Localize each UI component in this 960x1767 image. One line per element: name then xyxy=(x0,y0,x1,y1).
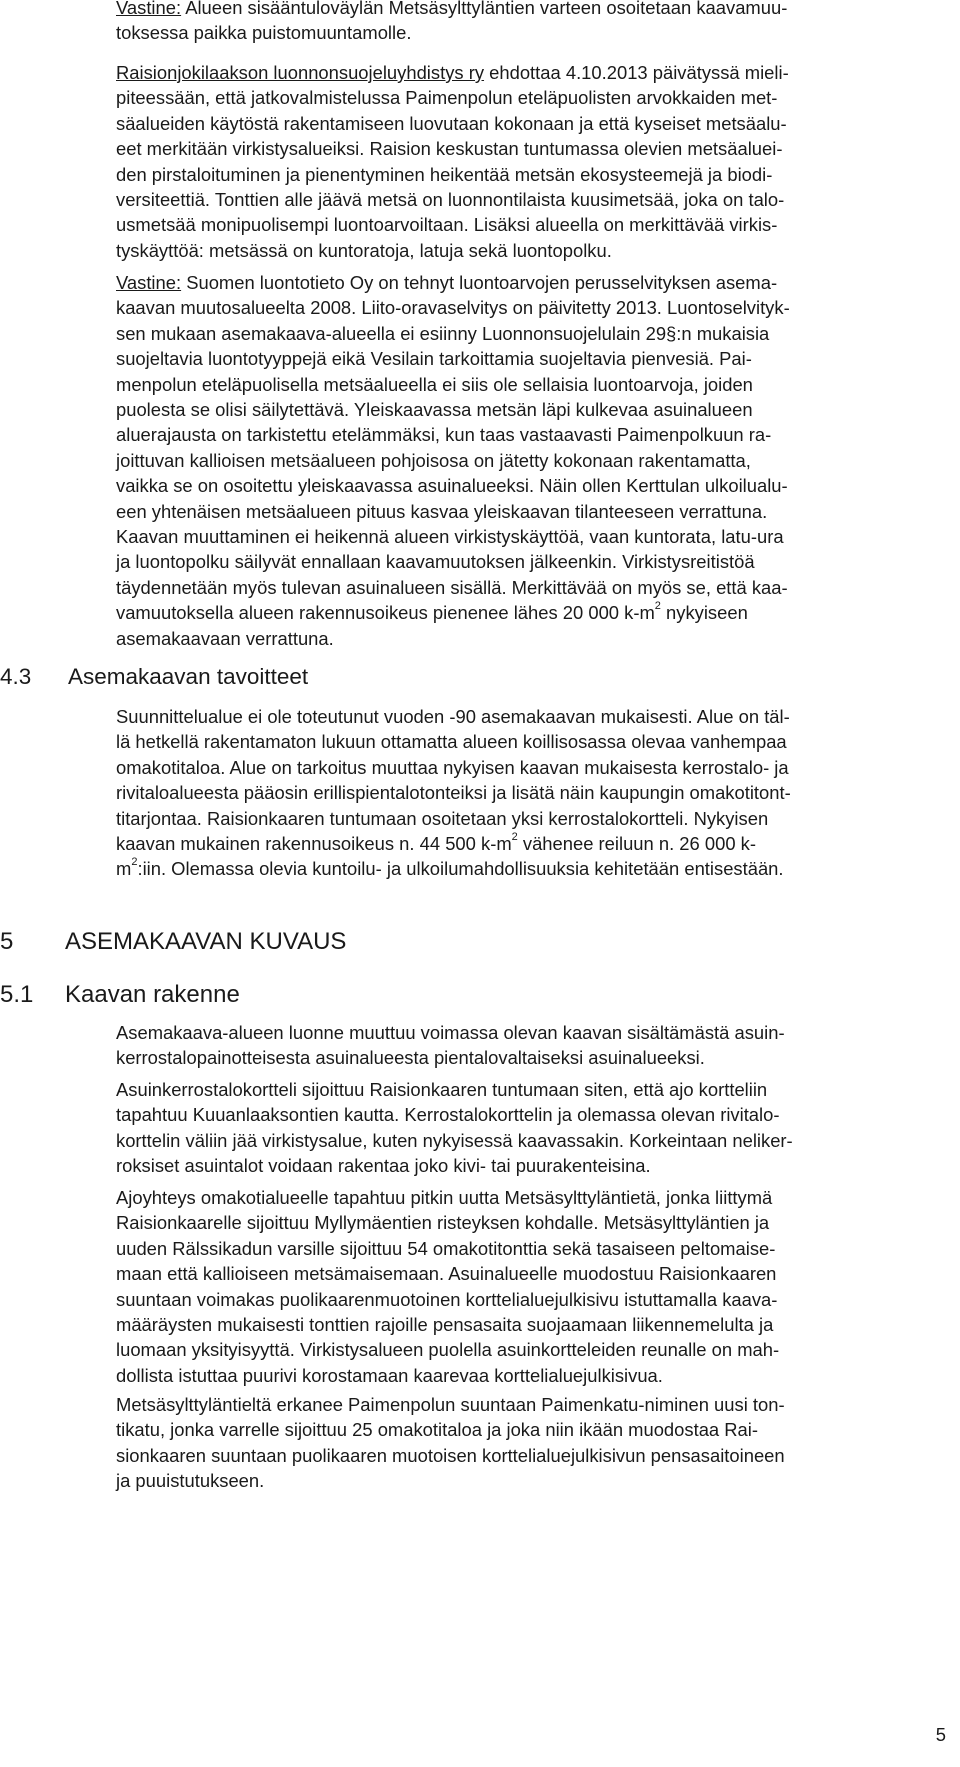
line-text: ja puuistutukseen. xyxy=(116,1470,265,1492)
line-text: Kaavan muuttaminen ei heikennä alueen virkistyskäyttöä, vaan kuntorata, latu-ura xyxy=(116,526,784,548)
text-line xyxy=(116,1153,910,1178)
paragraph-tavoitteet xyxy=(116,704,910,882)
text-line xyxy=(116,549,910,574)
text-line xyxy=(116,422,910,447)
line-text: ehdottaa 4.10.2013 päivätyssä mieli- xyxy=(484,62,789,83)
paragraph-luonne xyxy=(116,1020,910,1071)
line-text: luomaan yksityisyyttä. Virkistysalueen puolella asuinkortteleiden reunalle on mah- xyxy=(116,1339,780,1361)
text-line xyxy=(116,1363,910,1388)
line-text: tyskäyttöä: metsässä on kuntoratoja, latuja sekä luontopolku. xyxy=(116,239,612,261)
line-text: usmetsää monipuolisempi luontoarvoiltaan. Lisäksi alueella on merkittävää virkis- xyxy=(116,214,778,236)
text-line xyxy=(116,755,910,780)
text-line xyxy=(116,162,910,187)
text-line xyxy=(116,806,910,831)
line-text: kaavan mukainen rakennusoikeus n. 44 500 k-m xyxy=(116,833,512,855)
line-text: Asemakaava-alueen luonne muuttuu voimassa olevan kaavan sisältämästä asuin- xyxy=(116,1022,785,1043)
line-text: tapahtuu Kuuanlaaksontien kautta. Kerrostalokorttelin ja olemassa olevan rivitalo- xyxy=(116,1104,780,1126)
text-line xyxy=(116,1210,910,1235)
section-heading-4-3 xyxy=(0,663,308,691)
line-text-after: vähenee reiluun n. 26 000 k- xyxy=(517,833,756,855)
line-text: den pirstaloituminen ja pienentyminen heikentää metsän ekosysteemejä ja biodi- xyxy=(116,163,773,185)
line-text: vamuutoksella alueen rakennusoikeus pienenee lähes 20 000 k-m xyxy=(116,602,655,624)
line-text: lä hetkellä rakentamaton lukuun ottamatta alueen koillisosassa olevaa vanhempaa xyxy=(116,731,787,753)
line-text: korttelin väliin jää virkistysalue, kuten nykyisessä kaavassakin. Korkeintaan neliker- xyxy=(116,1129,793,1151)
superscript: 2 xyxy=(131,856,138,869)
text-line xyxy=(116,1468,910,1493)
line-text: Asuinkerrostalokortteli sijoittuu Raisionkaaren tuntumaan siten, että ajo kortteliin xyxy=(116,1079,768,1100)
text-line xyxy=(116,1102,910,1127)
line-text: ja luontopolku säilyvät ennallaan kaavamuutoksen jälkeenkin. Virkistysreitistöä xyxy=(116,551,755,573)
text-line xyxy=(116,1337,910,1362)
text-line xyxy=(116,473,910,498)
underlined-lead: Vastine: xyxy=(116,272,182,293)
line-text: Alueen sisääntuloväylän Metsäsylttyläntien varteen osoitetaan kaavamuu- xyxy=(181,0,788,18)
line-text: Suunnittelualue ei ole toteutunut vuoden -90 asemakaavan mukaisesti. Alue on täl- xyxy=(116,706,790,727)
text-line xyxy=(116,187,910,212)
text-line xyxy=(116,780,910,805)
text-line xyxy=(116,111,910,136)
line-text: aluerajausta on tarkistettu etelämmäksi, kun taas vastaavasti Paimenpolkuun ra- xyxy=(116,424,772,446)
text-line xyxy=(116,397,910,422)
text-line xyxy=(116,704,910,729)
line-text: Raisionkaarelle sijoittuu Myllymäentien risteyksen kohdalle. Metsäsylttyläntien ja xyxy=(116,1212,770,1234)
line-text: tikatu, jonka varrelle sijoittuu 25 omakotitaloa ja joka niin ikään muodostaa Rai- xyxy=(116,1419,758,1441)
section-heading-5-1 xyxy=(0,980,240,1010)
section-number: 5.1 xyxy=(0,981,34,1008)
line-text: maan että kallioiseen metsämaisemaan. Asuinalueelle muodostuu Raisionkaaren xyxy=(116,1263,777,1285)
line-text: joittuvan kallioisen metsäalueen pohjoisosa on jätetty kokonaan rakentamatta, xyxy=(116,449,751,471)
section-number: 5 xyxy=(0,928,14,955)
text-line xyxy=(116,321,910,346)
line-text: Suomen luontotieto Oy on tehnyt luontoarvojen perusselvityksen asema- xyxy=(181,272,778,293)
paragraph-ajoyhteys xyxy=(116,1185,910,1388)
text-line xyxy=(116,626,910,651)
text-line xyxy=(116,238,910,263)
underlined-lead: Raisionjokilaakson luonnonsuojeluyhdistys ry xyxy=(116,62,485,83)
text-line xyxy=(116,372,910,397)
text-line xyxy=(116,729,910,754)
text-line xyxy=(116,60,910,85)
underlined-lead: Vastine: xyxy=(116,0,182,18)
text-line xyxy=(116,20,910,45)
line-text: kaavan muutosalueelta 2008. Liito-oravaselvitys on päivitetty 2013. Luontoselvityk- xyxy=(116,297,790,319)
text-line xyxy=(116,295,910,320)
line-text: menpolun eteläpuolisella metsäalueella ei siis ole sellaisia luontoarvoja, joiden xyxy=(116,373,753,395)
text-line xyxy=(116,1312,910,1337)
line-text: asemakaavaan verrattuna. xyxy=(116,627,334,649)
line-text: Ajoyhteys omakotialueelle tapahtuu pitkin uutta Metsäsylttyläntietä, jonka liittymä xyxy=(116,1187,773,1208)
line-text: sen mukaan asemakaava-alueella ei esiinny Luonnonsuojelulain 29§:n mukaisia xyxy=(116,322,770,344)
line-text: toksessa paikka puistomuuntamolle. xyxy=(116,22,412,44)
section-title: ASEMAKAAVAN KUVAUS xyxy=(65,928,347,955)
line-text: suuntaan voimakas puolikaarenmuotoinen korttelialuejulkisivu istuttamalla kaava- xyxy=(116,1288,778,1310)
text-line xyxy=(116,1287,910,1312)
paragraph-vastine-1 xyxy=(116,0,910,46)
paragraph-vastine-2 xyxy=(116,270,910,651)
line-text: versiteettiä. Tonttien alle jäävä metsä on luonnontilaista kuusimetsää, joka on talo- xyxy=(116,189,785,211)
paragraph-paimenkatu xyxy=(116,1392,910,1494)
line-text: titarjontaa. Raisionkaaren tuntumaan osoitetaan yksi kerrostalokortteli. Nykyisen xyxy=(116,807,769,829)
text-line xyxy=(116,0,910,20)
text-line xyxy=(116,600,910,625)
line-text-after: nykyiseen xyxy=(660,602,748,624)
text-line xyxy=(116,1185,910,1210)
section-heading-5 xyxy=(0,927,346,957)
text-line xyxy=(116,1261,910,1286)
line-text: täydennetään myös tulevan asuinalueen sisällä. Merkittävää on myös se, että kaa- xyxy=(116,576,788,598)
line-text: kerrostalopainotteisesta asuinalueesta pientalovaltaiseksi asuinalueeksi. xyxy=(116,1047,705,1069)
line-text: säalueiden käytöstä rakentamiseen luovutaan kokonaan ja että kyseiset metsäalu- xyxy=(116,112,787,134)
text-line xyxy=(116,575,910,600)
line-text: uuden Rälssikadun varsille sijoittuu 54 omakotitonttia sekä tasaiseen peltomaise- xyxy=(116,1237,776,1259)
line-text: eet merkitään virkistysalueiksi. Raision keskustan tuntumassa olevien metsäaluei- xyxy=(116,138,783,160)
text-line xyxy=(116,136,910,161)
paragraph-yhdistys-statement xyxy=(116,60,910,263)
text-line xyxy=(116,448,910,473)
line-text: piteessään, että jatkovalmistelussa Paimenpolun eteläpuolisten arvokkaiden met- xyxy=(116,87,778,109)
text-line xyxy=(116,85,910,110)
page-number: 5 xyxy=(935,1724,946,1745)
superscript: 2 xyxy=(511,830,518,843)
text-line xyxy=(116,1392,910,1417)
text-line xyxy=(116,1443,910,1468)
line-text: roksiset asuintalot voidaan rakentaa joko kivi- tai puurakenteisina. xyxy=(116,1155,651,1177)
section-title: Asemakaavan tavoitteet xyxy=(68,664,309,689)
section-number: 4.3 xyxy=(0,664,32,689)
line-text-after: :iin. Olemassa olevia kuntoilu- ja ulkoilumahdollisuuksia kehitetään entisestään. xyxy=(137,858,784,880)
line-text: suojeltavia luontotyyppejä eikä Vesilain tarkoittamia suojeltavia pienvesiä. Pai- xyxy=(116,348,752,370)
text-line xyxy=(116,524,910,549)
line-text: dollista istuttaa puurivi korostamaan kaarevaa korttelialuejulkisivua. xyxy=(116,1364,663,1386)
line-text: m xyxy=(116,858,132,880)
text-line xyxy=(116,1236,910,1261)
text-line xyxy=(116,1020,910,1045)
line-text: puolesta se olisi säilytettävä. Yleiskaavassa metsän läpi kulkevaa asuinalueen xyxy=(116,399,753,421)
line-text: Metsäsylttyläntieltä erkanee Paimenpolun suuntaan Paimenkatu-niminen uusi ton- xyxy=(116,1394,785,1415)
text-line xyxy=(116,1128,910,1153)
text-line xyxy=(116,1077,910,1102)
line-text: een yhtenäisen metsäalueen pituus kasvaa yleiskaavan tilanteeseen verrattuna. xyxy=(116,500,768,522)
line-text: sionkaaren suuntaan puolikaaren muotoisen korttelialuejulkisivun pensasaitoineen xyxy=(116,1444,785,1466)
superscript: 2 xyxy=(654,600,661,613)
text-line xyxy=(116,1045,910,1070)
line-text: omakotitaloa. Alue on tarkoitus muuttaa nykyisen kaavan mukaisesta kerrostalo- ja xyxy=(116,756,789,778)
text-line xyxy=(116,270,910,295)
text-line xyxy=(116,346,910,371)
text-line xyxy=(116,831,910,856)
line-text: määräysten mukaisesti tonttien rajoille pensasaita suojaamaan liikennemelulta ja xyxy=(116,1314,774,1336)
paragraph-kerrostalokortteli xyxy=(116,1077,910,1179)
section-title: Kaavan rakenne xyxy=(65,981,240,1008)
line-text: rivitaloalueesta pääosin erillispientalotonteiksi ja lisätä näin kaupungin omakotitont- xyxy=(116,782,791,804)
text-line xyxy=(116,212,910,237)
text-line xyxy=(116,499,910,524)
text-line xyxy=(116,856,910,881)
text-line xyxy=(116,1417,910,1442)
line-text: vaikka se on osoitettu yleiskaavassa asuinalueeksi. Näin ollen Kerttulan ulkoilualu- xyxy=(116,475,788,497)
